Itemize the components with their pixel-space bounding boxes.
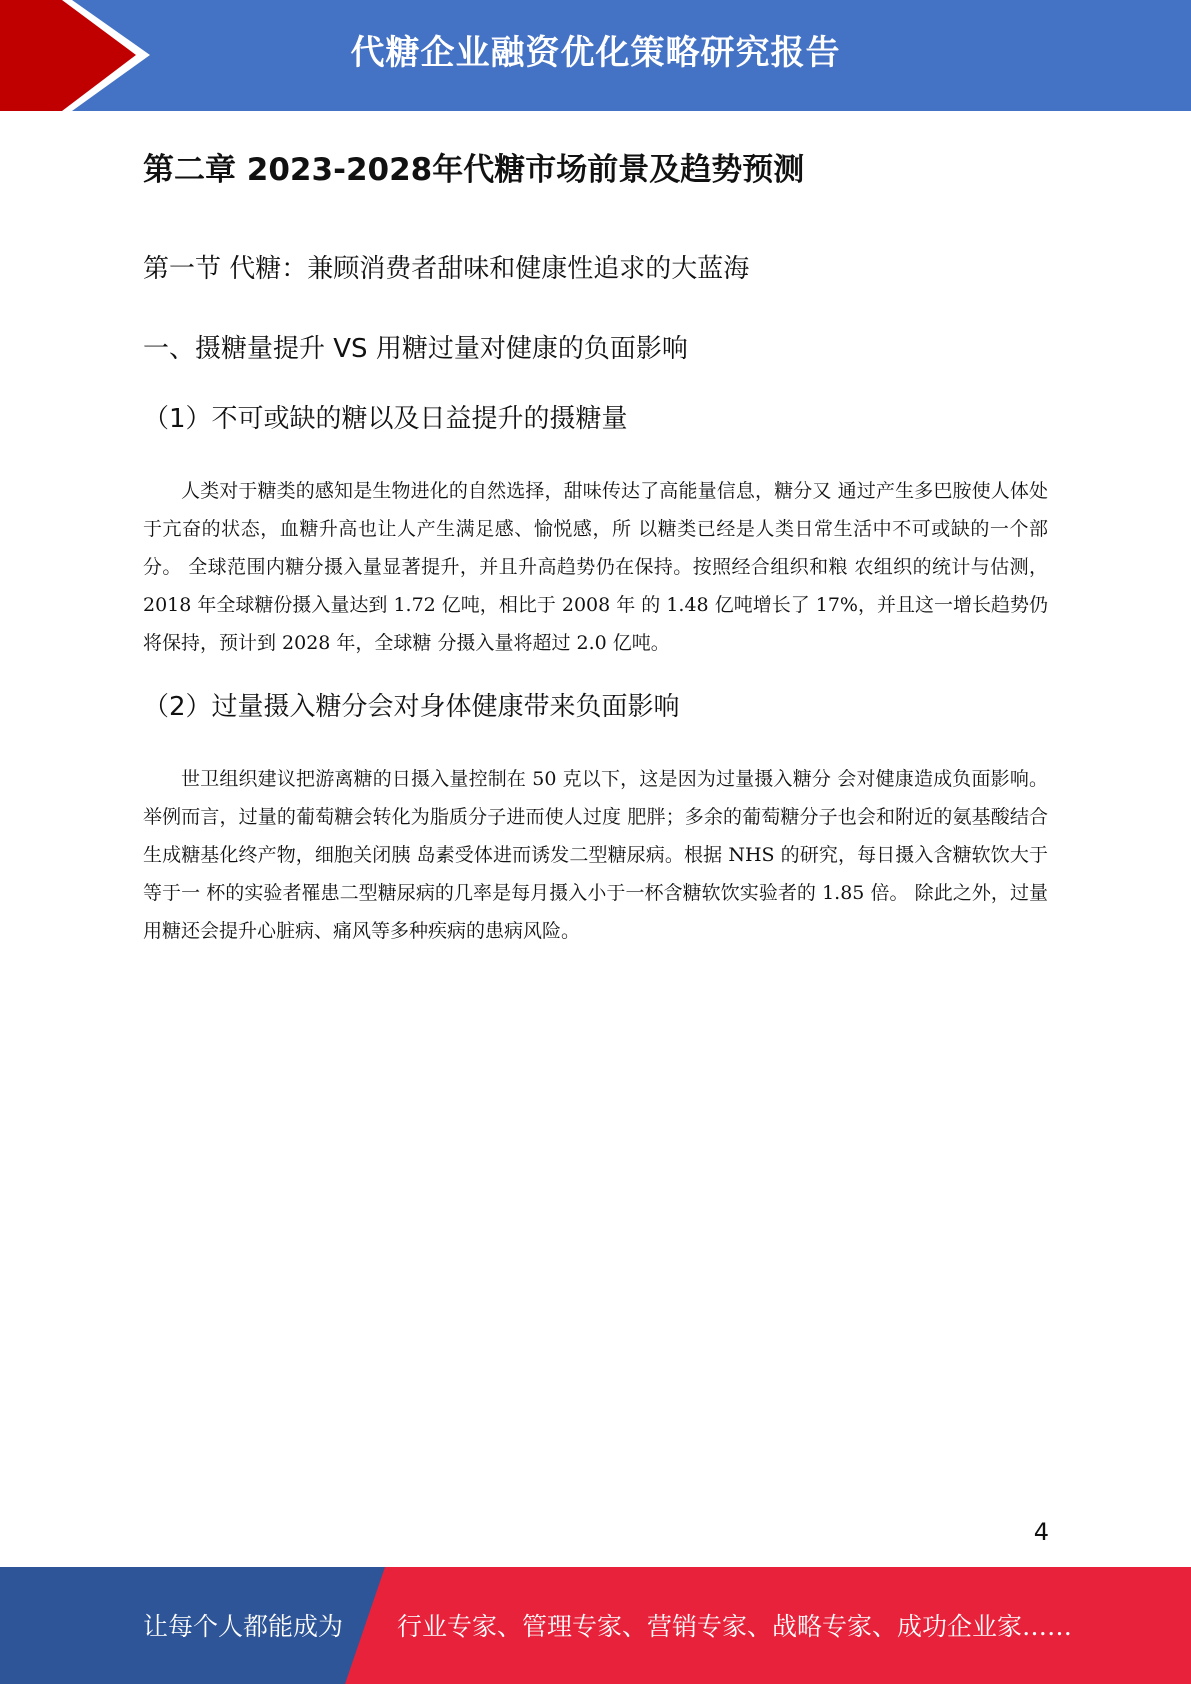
subsection-title: 一、摄糖量提升 VS 用糖过量对健康的负面影响 (143, 334, 688, 364)
report-title: 代糖企业融资优化策略研究报告 (350, 33, 841, 73)
item-paragraph-2: 世卫组织建议把游离糖的日摄入量控制在 50 克以下，这是因为过量摄入糖分 会对健康造成负面影响。举例而言，过量的葡萄糖会转化为脂质分子进而使人过度 肥胖；多余的葡萄糖分子也会和附近的氨基酸结合生成糖基化终产物，细胞关闭胰 岛素受体进而诱发二型糖尿病。根据 NHS 的研究，每日摄入含糖软饮大于等于一 杯的实验者罹患二型糖尿病的几率是每月摄入小于一杯含糖软饮实验者的 1.85 倍。 除此之外，过量用糖还会提升心脏病、痛风等多种疾病的患病风险。 (143, 768, 1048, 942)
page-content (143, 130, 1048, 960)
header-arrow-decoration (0, 0, 160, 111)
footer-banner (0, 1567, 1191, 1684)
item-paragraph-1: 人类对于糖类的感知是生物进化的自然选择，甜味传达了高能量信息，糖分又 通过产生多巴胺使人体处于亢奋的状态，血糖升高也让人产生满足感、愉悦感，所 以糖类已经是人类日常生活中不可或缺的一个部分。 全球范围内糖分摄入量显著提升，并且升高趋势仍在保持。按照经合组织和粮 农组织的统计与估测，2018 年全球糖份摄入量达到 1.72 亿吨，相比于 2008 年 的 1.48 亿吨增长了 17%，并且这一增长趋势仍将保持，预计到 2028 年，全球糖 分摄入量将超过 2.0 亿吨。 (143, 480, 1048, 654)
item-heading-1: （1）不可或缺的糖以及日益提升的摄糖量 (143, 404, 628, 434)
footer-slogan-left: 让每个人都能成为 (143, 1612, 344, 1641)
chapter-title: 第二章 2023-2028年代糖市场前景及趋势预测 (143, 152, 805, 188)
footer-slogan-right: 行业专家、管理专家、营销专家、战略专家、成功企业家…… (397, 1612, 1073, 1641)
header-banner (0, 0, 1191, 111)
page-number: 4 (1033, 1518, 1049, 1546)
section-title: 第一节 代糖：兼顾消费者甜味和健康性追求的大蓝海 (143, 254, 750, 284)
item-heading-2: （2）过量摄入糖分会对身体健康带来负面影响 (143, 692, 680, 722)
